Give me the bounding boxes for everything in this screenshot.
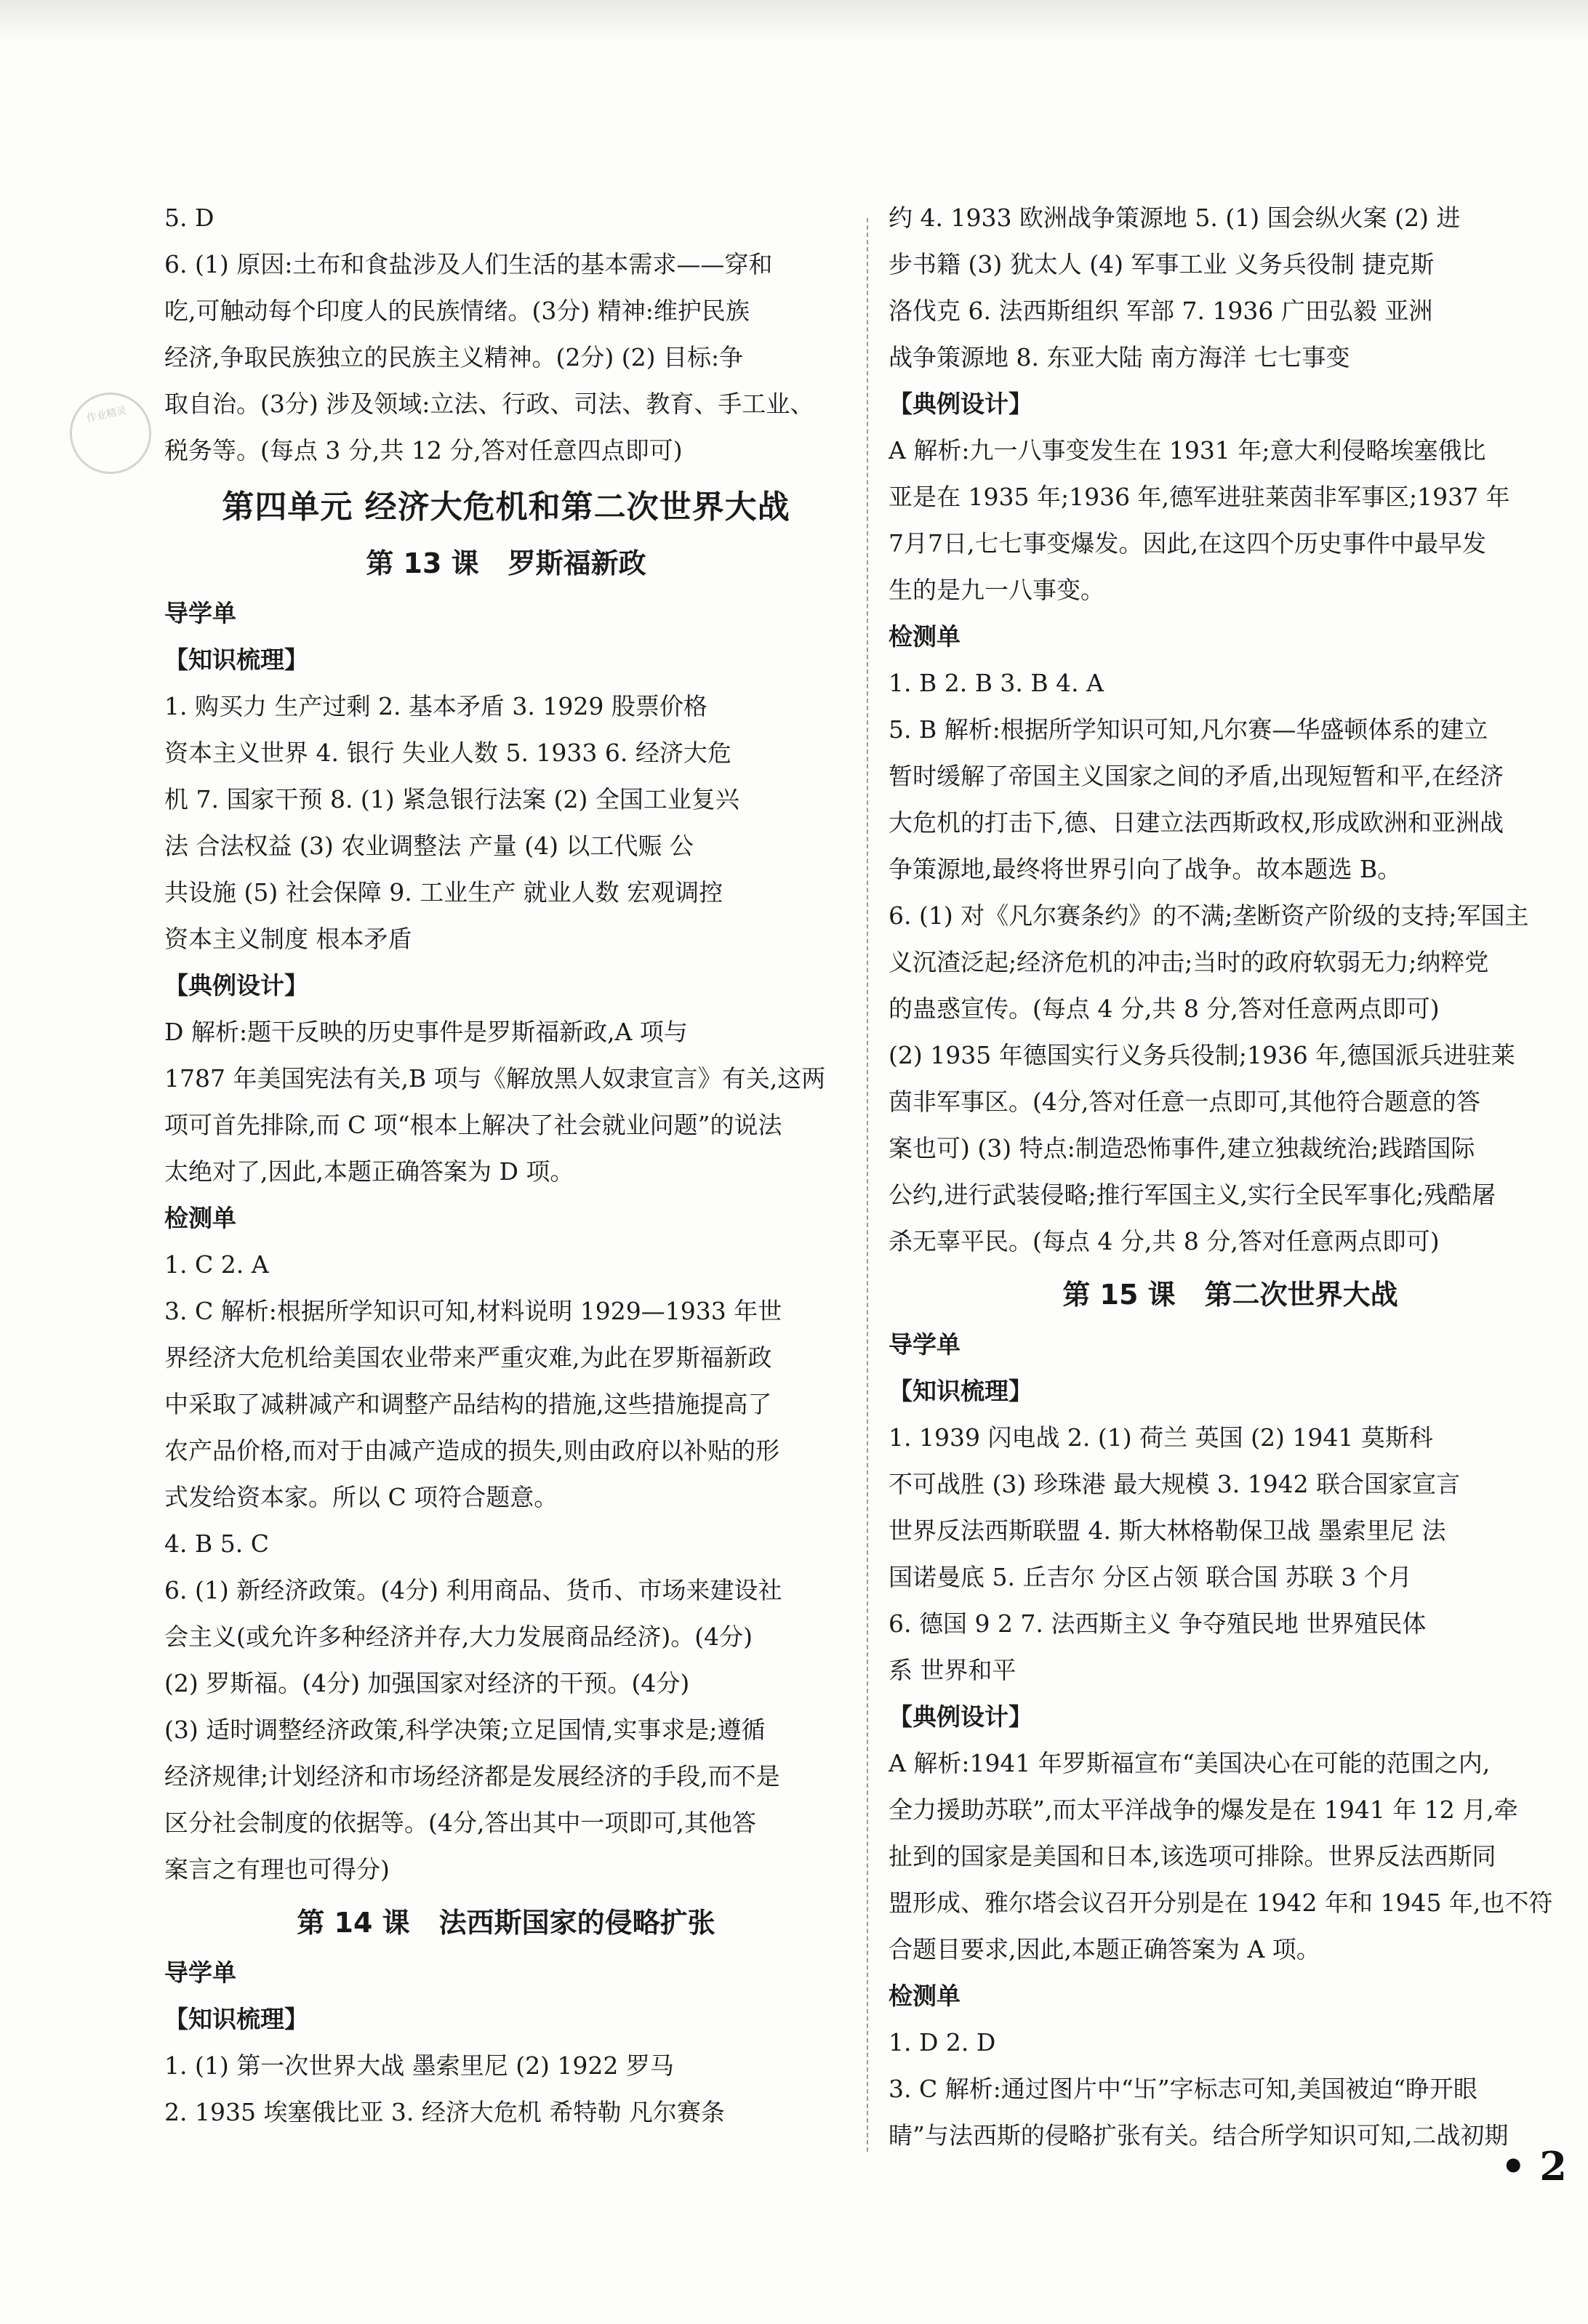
text-line: 6. 德国 9 2 7. 法西斯主义 争夺殖民地 世界殖民体 (889, 1609, 1427, 1638)
section-label: 导学单 (889, 1330, 961, 1359)
lesson-title (164, 536, 848, 590)
answer-block (889, 660, 1572, 1265)
left-column (164, 195, 848, 2136)
text-line: 2. 1935 埃塞俄比亚 3. 经济大危机 希特勒 凡尔赛条 (164, 2098, 725, 2126)
text-line: 6. (1) 新经济政策。(4分) 利用商品、货币、市场来建设社 (164, 1576, 782, 1604)
text-line: 3. C 解析:根据所学知识可知,材料说明 1929—1933 年世 (164, 1297, 782, 1325)
text-line: 公约,进行武装侵略;推行军国主义,实行全民军事化;残酷屠 (889, 1181, 1496, 1209)
text-line: 案也可) (3) 特点:制造恐怖事件,建立独裁统治;践踏国际 (889, 1134, 1475, 1162)
text-line: 1. C 2. A (164, 1250, 269, 1279)
text-line: 亚是在 1935 年;1936 年,德军进驻莱茵非军事区;1937 年 (889, 483, 1510, 511)
text-line: 睛”与法西斯的侵略扩张有关。结合所学知识可知,二战初期 (889, 2121, 1509, 2150)
answer-block (889, 195, 1572, 381)
lesson-number: 第 15 课 (1062, 1279, 1176, 1311)
answer-line: 5. D (164, 204, 214, 232)
text-line: 1. D 2. D (889, 2028, 996, 2056)
section-label: 检测单 (889, 1982, 961, 2010)
text-line: 法 合法权益 (3) 农业调整法 产量 (4) 以工代赈 公 (164, 832, 694, 860)
section-label: 检测单 (889, 622, 961, 651)
text-line: 4. B 5. C (164, 1529, 269, 1558)
text-line: 6. (1) 原因:土布和食盐涉及人们生活的基本需求——穿和 (164, 250, 773, 278)
answer-block (164, 1242, 848, 1893)
text-line: 义沉渣泛起;经济危机的冲击;当时的政府软弱无力;纳粹党 (889, 948, 1489, 976)
answer-block (889, 1740, 1572, 1973)
text-line: 案言之有理也可得分) (164, 1855, 390, 1883)
text-line: 争策源地,最终将世界引向了战争。故本题选 B。 (889, 855, 1402, 883)
watermark-stamp: 作业精灵 (63, 385, 159, 482)
lesson-name: 第二次世界大战 (1204, 1279, 1398, 1311)
text-line: (2) 1935 年德国实行义务兵役制;1936 年,德国派兵进驻莱 (889, 1041, 1515, 1069)
text-line: A 解析:九一八事变发生在 1931 年;意大利侵略埃塞俄比 (889, 436, 1486, 465)
text-line: A 解析:1941 年罗斯福宣布“美国决心在可能的范围之内, (889, 1749, 1491, 1777)
page-number: • 2 (1501, 2143, 1567, 2190)
text-line: 共设施 (5) 社会保障 9. 工业生产 就业人数 宏观调控 (164, 878, 723, 906)
text-line: 1. (1) 第一次世界大战 墨索里尼 (2) 1922 罗马 (164, 2051, 674, 2080)
text-line: 系 世界和平 (889, 1656, 1016, 1684)
section-label: 导学单 (164, 599, 236, 627)
answer-block (164, 241, 848, 474)
text-line: 暂时缓解了帝国主义国家之间的矛盾,出现短暂和平,在经济 (889, 762, 1504, 790)
text-line: 合题目要求,因此,本题正确答案为 A 项。 (889, 1935, 1320, 1963)
text-line: 国诺曼底 5. 丘吉尔 分区占领 联合国 苏联 3 个月 (889, 1563, 1412, 1591)
lesson-number: 第 13 课 (366, 547, 479, 579)
text-line: 机 7. 国家干预 8. (1) 紧急银行法案 (2) 全国工业复兴 (164, 785, 739, 813)
lesson-title (164, 1896, 848, 1950)
text-line: 杀无辜平民。(每点 4 分,共 8 分,答对任意两点即可) (889, 1227, 1440, 1255)
answer-block (164, 683, 848, 962)
text-line: 项可首先排除,而 C 项“根本上解决了社会就业问题”的说法 (164, 1111, 782, 1139)
text-line: 洛伐克 6. 法西斯组织 军部 7. 1936 广田弘毅 亚洲 (889, 297, 1433, 325)
text-line: 吃,可触动每个印度人的民族情绪。(3分) 精神:维护民族 (164, 297, 750, 325)
subsection-label: 【典例设计】 (889, 1702, 1032, 1731)
column-divider (867, 218, 868, 2152)
text-line: 界经济大危机给美国农业带来严重灾难,为此在罗斯福新政 (164, 1343, 772, 1372)
text-line: 1. 1939 闪电战 2. (1) 荷兰 英国 (2) 1941 莫斯科 (889, 1423, 1433, 1452)
text-line: 3. C 解析:通过图片中“卐”字标志可知,美国被迫“睁开眼 (889, 2075, 1477, 2103)
text-line: 资本主义世界 4. 银行 失业人数 5. 1933 6. 经济大危 (164, 739, 731, 767)
right-column (889, 195, 1572, 2159)
text-line: 全力援助苏联”,而太平洋战争的爆发是在 1941 年 12 月,牵 (889, 1796, 1518, 1824)
text-line: 式发给资本家。所以 C 项符合题意。 (164, 1483, 558, 1511)
text-line: 经济规律;计划经济和市场经济都是发展经济的手段,而不是 (164, 1762, 780, 1790)
text-line: 资本主义制度 根本矛盾 (164, 925, 412, 953)
text-line: 约 4. 1933 欧洲战争策源地 5. (1) 国会纵火案 (2) 进 (889, 204, 1461, 232)
lesson-name: 罗斯福新政 (508, 547, 646, 579)
subsection-label: 【知识梳理】 (164, 2005, 308, 2033)
text-line: 的蛊惑宣传。(每点 4 分,共 8 分,答对任意两点即可) (889, 994, 1440, 1023)
text-line: 中采取了减耕减产和调整产品结构的措施,这些措施提高了 (164, 1390, 772, 1418)
answer-block (889, 1415, 1572, 1694)
text-line: 步书籍 (3) 犹太人 (4) 军事工业 义务兵役制 捷克斯 (889, 250, 1435, 278)
text-line: 取自治。(3分) 涉及领域:立法、行政、司法、教育、手工业、 (164, 390, 814, 418)
section-label: 导学单 (164, 1958, 236, 1987)
unit-title: 第四单元 经济大危机和第二次世界大战 (222, 488, 790, 526)
answer-block (164, 1009, 848, 1195)
text-line: 区分社会制度的依据等。(4分,答出其中一项即可,其他答 (164, 1809, 756, 1837)
text-line: 经济,争取民族独立的民族主义精神。(2分) (2) 目标:争 (164, 343, 744, 371)
text-line: 盟形成、雅尔塔会议召开分别是在 1942 年和 1945 年,也不符 (889, 1889, 1553, 1917)
subsection-label: 【典例设计】 (889, 390, 1032, 418)
text-line: 不可战胜 (3) 珍珠港 最大规模 3. 1942 联合国家宣言 (889, 1470, 1461, 1498)
answer-block (889, 427, 1572, 614)
subsection-label: 【典例设计】 (164, 971, 308, 1000)
text-line: 税务等。(每点 3 分,共 12 分,答对任意四点即可) (164, 436, 683, 465)
text-line: 扯到的国家是美国和日本,该选项可排除。世界反法西斯同 (889, 1842, 1496, 1870)
text-line: 大危机的打击下,德、日建立法西斯政权,形成欧洲和亚洲战 (889, 808, 1504, 837)
lesson-title (889, 1268, 1572, 1322)
text-line: 1. B 2. B 3. B 4. A (889, 669, 1104, 697)
text-line: 战争策源地 8. 东亚大陆 南方海洋 七七事变 (889, 343, 1350, 371)
text-line: 茵非军事区。(4分,答对任意一点即可,其他符合题意的答 (889, 1087, 1480, 1116)
text-line: 5. B 解析:根据所学知识可知,凡尔赛—华盛顿体系的建立 (889, 715, 1488, 744)
section-label: 检测单 (164, 1204, 236, 1232)
subsection-label: 【知识梳理】 (889, 1377, 1032, 1405)
lesson-number: 第 14 课 (297, 1907, 410, 1939)
text-line: 生的是九一八事变。 (889, 576, 1104, 604)
text-line: 农产品价格,而对于由减产造成的损失,则由政府以补贴的形 (164, 1436, 779, 1465)
answer-block (164, 2043, 848, 2136)
text-line: 1. 购买力 生产过剩 2. 基本矛盾 3. 1929 股票价格 (164, 692, 707, 720)
text-line: 7月7日,七七事变爆发。因此,在这四个历史事件中最早发 (889, 529, 1486, 558)
text-line: 6. (1) 对《凡尔赛条约》的不满;垄断资产阶级的支持;军国主 (889, 901, 1529, 930)
lesson-name: 法西斯国家的侵略扩张 (438, 1907, 715, 1939)
text-line: D 解析:题干反映的历史事件是罗斯福新政,A 项与 (164, 1018, 688, 1046)
text-line: (3) 适时调整经济政策,科学决策;立足国情,实事求是;遵循 (164, 1716, 766, 1744)
text-line: (2) 罗斯福。(4分) 加强国家对经济的干预。(4分) (164, 1669, 690, 1697)
subsection-label: 【知识梳理】 (164, 646, 308, 674)
text-line: 1787 年美国宪法有关,B 项与《解放黑人奴隶宣言》有关,这两 (164, 1064, 826, 1093)
text-line: 会主义(或允许多种经济并存,大力发展商品经济)。(4分) (164, 1623, 753, 1651)
scan-top-edge (0, 0, 1588, 44)
text-line: 太绝对了,因此,本题正确答案为 D 项。 (164, 1157, 574, 1186)
answer-block (889, 2019, 1572, 2159)
text-line: 世界反法西斯联盟 4. 斯大林格勒保卫战 墨索里尼 法 (889, 1516, 1446, 1545)
